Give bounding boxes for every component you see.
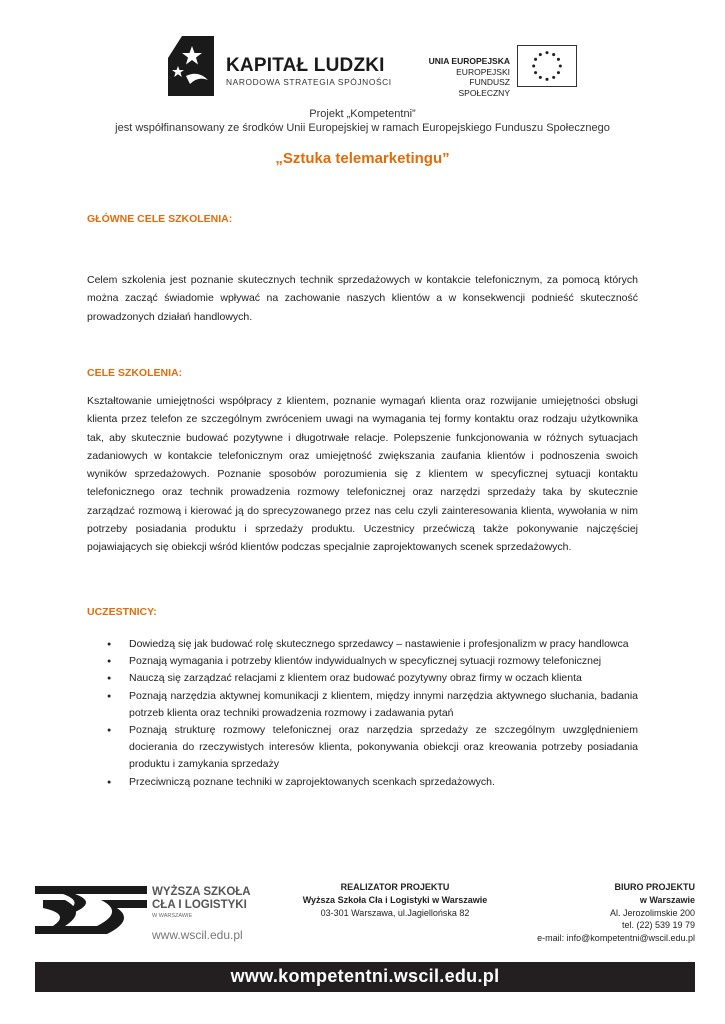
- project-office-block: [520, 881, 695, 945]
- kapital-ludzki-title: KAPITAŁ LUDZKI: [226, 55, 385, 76]
- project-cofinancing: jest współfinansowany ze środków Unii Europejskiej w ramach Europejskiego Funduszu Społecznego: [115, 122, 610, 134]
- paragraph-main-goals: Celem szkolenia jest poznanie skutecznych technik sprzedażowych w kontakcie telefonicznym, za pomocą których można zacząć świadomie wpływać na zachowanie naszych klientów a w konsekwencji podnieść skuteczność prowadzonych działań handlowych.: [87, 274, 638, 323]
- office-email: e-mail: info@kompetentni@wscil.edu.pl: [537, 933, 695, 944]
- list-item: ● Nauczą się zarządzać relacjami z klientem oraz budować pozytywny obraz firmy w oczach klienta: [87, 670, 638, 687]
- list-item: ● Poznają strukturę rozmowy telefonicznej oraz narzędzia sprzedaży ze szczególnym uwzględnieniem docierania do rzeczywistych interesów klienta, pokonywania obiekcji oraz kreowania potrzeby posiadania produktu i zamykania sprzedaży: [87, 722, 638, 774]
- wscil-name-line-2: CŁA I LOGISTYKI: [152, 898, 247, 911]
- project-website-url: www.kompetentni.wscil.edu.pl: [230, 966, 500, 986]
- wscil-name-line-1: WYŻSZA SZKOŁA: [152, 886, 251, 898]
- office-phone: tel. (22) 539 19 79: [621, 920, 695, 931]
- list-item: ● Dowiedzą się jak budować rolę skutecznego sprzedawcy – nastawienie i profesjonalizm w pracy handlowca: [87, 636, 638, 653]
- list-item: ● Poznają narzędzia aktywnej komunikacji z klientem, między innymi narzędzia aktywnego słuchania, badania potrzeb klienta oraz techniki prowadzenia rozmowy i zadawania pytań: [87, 688, 638, 722]
- project-name: Projekt „Kompetentni”: [309, 108, 416, 120]
- kapital-ludzki-logo-icon: [168, 36, 214, 96]
- participants-list: [87, 636, 638, 791]
- section-heading-main-goals: GŁÓWNE CELE SZKOLENIA:: [87, 213, 233, 225]
- eu-flag-icon: [517, 45, 577, 87]
- kapital-ludzki-subtitle: NARODOWA STRATEGIA SPÓJNOŚCI: [226, 77, 392, 87]
- ue-caption: [422, 56, 510, 98]
- realizator-block: [300, 881, 490, 919]
- office-address: Al. Jerozolimskie 200: [609, 907, 695, 918]
- ue-line-2: EUROPEJSKI: [456, 66, 510, 77]
- ue-line-1: UNIA EUROPEJSKA: [428, 56, 510, 66]
- office-city: w Warszawie: [639, 894, 695, 905]
- realizator-title: REALIZATOR PROJEKTU: [340, 882, 450, 892]
- list-item: ● Poznają wymagania i potrzeby klientów indywidualnych w specyficznej sytuacji rozmowy telefonicznej: [87, 653, 638, 670]
- wscil-logo-icon: [35, 882, 150, 940]
- wscil-name: [152, 886, 251, 911]
- office-title: BIURO PROJEKTU: [614, 882, 695, 892]
- wscil-city: W WARSZAWIE: [152, 913, 193, 919]
- ue-line-3: FUNDUSZ SPOŁECZNY: [458, 77, 510, 98]
- section-heading-goals: CELE SZKOLENIA:: [87, 367, 183, 379]
- paragraph-goals: Kształtowanie umiejętności współpracy z klientem, poznanie wymagań klienta oraz rozwijanie umiejętności obsługi klienta przez telefon ze szczególnym zwróceniem uwagi na wymagania tej formy kontaktu oraz rodzaju użytkownika tak, aby skutecznie budować pozytywne i długotrwałe relacje. Polepszenie funkcjonowania w różnych sytuacjach zadaniowych w kontakcie telefonicznym oraz umiejętność zwiększania zaufania klientów i podnoszenia swoich wyników sprzedażowych. Poznanie sposobów porozumienia się z klientem w specyficznej sytuacji kontaktu telefonicznego oraz technik prowadzenia rozmowy telefonicznej oraz narzędzi sprzedaży taka by skutecznie zarządzać rozmową i kierować ją do sprecyzowanego przez nas celu czyli zainteresowania klienta, wywołania w nim potrzeby posiadania produktu i sprzedaży produktu. Uczestnicy przećwiczą także pokonywanie najczęściej pojawiających się obiekcji wśród klientów podczas specjalnie zaprojektowanych scenek sprzedażowych.: [87, 395, 638, 554]
- document-title: „Sztuka telemarketingu”: [275, 150, 450, 167]
- realizator-address: 03-301 Warszawa, ul.Jagiellońska 82: [320, 907, 470, 918]
- list-item: ● Przeciwniczą poznane techniki w zaprojektowanych scenkach sprzedażowych.: [87, 774, 638, 791]
- section-heading-participants: UCZESTNICY:: [87, 606, 157, 618]
- realizator-name: Wyższa Szkoła Cła i Logistyki w Warszawie: [302, 894, 488, 905]
- wscil-url: www.wscil.edu.pl: [152, 928, 243, 942]
